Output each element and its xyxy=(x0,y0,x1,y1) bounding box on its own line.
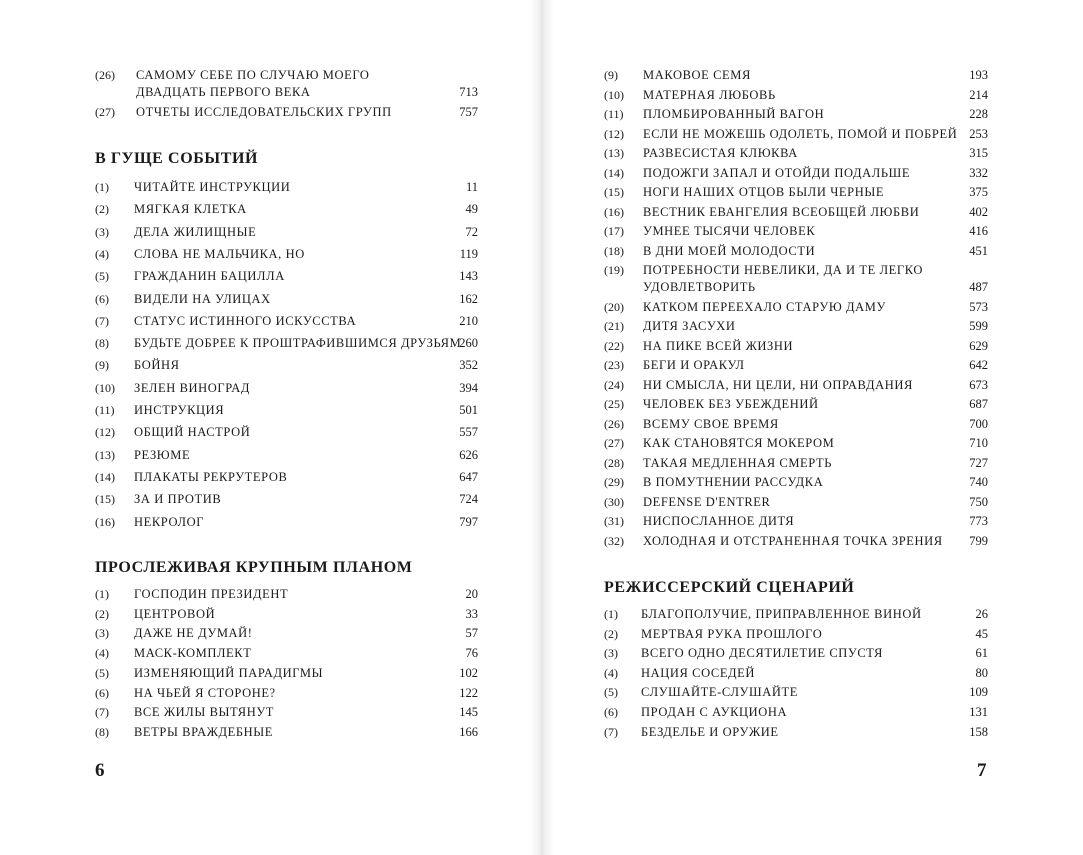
toc-entry-page: 501 xyxy=(459,403,478,417)
toc-entry-number: (26) xyxy=(604,416,624,431)
toc-entry-page: 332 xyxy=(969,165,988,180)
toc-entry-title: МЯГКАЯ КЛЕТКА xyxy=(134,202,247,217)
toc-entry-page: 687 xyxy=(969,397,988,411)
toc-entry-page: 647 xyxy=(459,469,478,484)
toc-entry-number: (4) xyxy=(95,646,109,661)
toc-entry-number: (7) xyxy=(604,724,618,739)
toc-entry-title: ГРАЖДАНИН БАЦИЛЛА xyxy=(134,269,285,284)
toc-entry-title: ПОДОЖГИ ЗАПАЛ И ОТОЙДИ ПОДАЛЬШЕ xyxy=(643,165,911,180)
toc-entry-number: (10) xyxy=(604,87,624,102)
toc-entry-page: 487 xyxy=(969,280,988,294)
toc-entry-page: 710 xyxy=(969,436,988,450)
toc-entry-title: ЕСЛИ НЕ МОЖЕШЬ ОДОЛЕТЬ, ПОМОЙ И ПОБРЕЙ xyxy=(643,126,958,141)
toc-entry-title: ВЕСТНИК ЕВАНГЕЛИЯ ВСЕОБЩЕЙ ЛЮБВИ xyxy=(643,204,920,219)
toc-entry-page: 214 xyxy=(969,87,988,102)
toc-entry-number: (6) xyxy=(604,705,618,719)
toc-entry-number: (18) xyxy=(604,243,624,258)
toc-entry-page: 724 xyxy=(459,492,478,507)
toc-entry-number: (21) xyxy=(604,319,624,333)
toc-entry-number: (2) xyxy=(604,626,618,641)
toc-entry-number: (13) xyxy=(604,146,624,160)
toc-entry-title-continued: ДВАДЦАТЬ ПЕРВОГО ВЕКА xyxy=(136,85,311,99)
toc-entry-title: ПОТРЕБНОСТИ НЕВЕЛИКИ, ДА И ТЕ ЛЕГКО xyxy=(643,263,923,277)
toc-entry-page: 49 xyxy=(465,202,478,217)
toc-entry-page: 119 xyxy=(459,246,478,261)
toc-entry-title: ИЗМЕНЯЮЩИЙ ПАРАДИГМЫ xyxy=(134,665,324,680)
toc-entry-number: (25) xyxy=(604,397,624,411)
toc-entry-page: 750 xyxy=(969,494,988,509)
page-number-right: 7 xyxy=(977,760,987,781)
toc-entry-title: В ДНИ МОЕЙ МОЛОДОСТИ xyxy=(643,243,816,258)
toc-entry-page: 102 xyxy=(459,665,478,680)
toc-entry-number: (12) xyxy=(95,425,115,440)
toc-entry-page: 673 xyxy=(969,377,988,392)
toc-entry-number: (20) xyxy=(604,299,624,314)
toc-entry-page: 210 xyxy=(459,313,478,328)
toc-entry-page: 122 xyxy=(459,685,478,700)
toc-entry-number: (6) xyxy=(95,685,109,700)
toc-entry-title: САМОМУ СЕБЕ ПО СЛУЧАЮ МОЕГО xyxy=(136,68,370,82)
toc-entry-title: РАЗВЕСИСТАЯ КЛЮКВА xyxy=(643,146,798,160)
toc-entry-page: 20 xyxy=(465,587,478,601)
toc-entry-number: (3) xyxy=(95,626,109,641)
toc-entry-number: (11) xyxy=(604,107,624,121)
toc-entry-title: КАК СТАНОВЯТСЯ МОКЕРОМ xyxy=(643,436,835,450)
toc-entry-number: (9) xyxy=(95,358,109,373)
toc-entry-title: ВСЕГО ОДНО ДЕСЯТИЛЕТИЕ СПУСТЯ xyxy=(641,646,883,661)
toc-entry-page: 33 xyxy=(465,606,478,621)
toc-entry-number: (11) xyxy=(95,403,115,417)
toc-entry-title: ВИДЕЛИ НА УЛИЦАХ xyxy=(134,291,271,306)
toc-entry-page: 72 xyxy=(465,224,478,239)
toc-entry-number: (32) xyxy=(604,533,624,548)
toc-entry-page: 713 xyxy=(459,85,478,99)
toc-entry-number: (5) xyxy=(604,685,618,700)
toc-entry-number: (3) xyxy=(95,224,109,239)
toc-entry-title: ДИТЯ ЗАСУХИ xyxy=(643,319,736,333)
toc-entry-title: ВСЕМУ СВОЕ ВРЕМЯ xyxy=(643,416,779,431)
toc-entry-title-continued: УДОВЛЕТВОРИТЬ xyxy=(643,280,756,294)
toc-entry-title: ЧЕЛОВЕК БЕЗ УБЕЖДЕНИЙ xyxy=(643,397,819,411)
toc-entry-title: МАКОВОЕ СЕМЯ xyxy=(643,68,751,82)
toc-entry-page: 193 xyxy=(969,68,988,82)
toc-entry-title: ДАЖЕ НЕ ДУМАЙ! xyxy=(134,626,253,641)
toc-entry-title: УМНЕЕ ТЫСЯЧИ ЧЕЛОВЕК xyxy=(643,224,816,238)
toc-entry-title: ОБЩИЙ НАСТРОЙ xyxy=(134,425,251,440)
toc-entry-page: 740 xyxy=(969,475,988,489)
toc-entry-title: БЕЗДЕЛЬЕ И ОРУЖИЕ xyxy=(641,724,779,739)
toc-entry-page: 799 xyxy=(969,533,988,548)
toc-entry-page: 797 xyxy=(459,514,478,529)
toc-entry-title: ОТЧЕТЫ ИССЛЕДОВАТЕЛЬСКИХ ГРУПП xyxy=(136,105,392,119)
toc-entry-number: (7) xyxy=(95,313,109,328)
toc-entry-title: DEFENSE D'ENTRER xyxy=(643,494,771,509)
toc-entry-title: СЛОВА НЕ МАЛЬЧИКА, НО xyxy=(134,246,305,261)
toc-entry-number: (22) xyxy=(604,338,624,353)
toc-entry-number: (28) xyxy=(604,455,624,470)
toc-entry-page: 76 xyxy=(465,646,478,661)
toc-entry-title: ПРОДАН С АУКЦИОНА xyxy=(641,705,788,719)
toc-entry-page: 109 xyxy=(969,685,988,700)
page-number-left: 6 xyxy=(95,760,105,781)
toc-entry-title: ЗЕЛЕН ВИНОГРАД xyxy=(134,380,250,395)
toc-entry-title: ЦЕНТРОВОЙ xyxy=(134,606,216,621)
toc-entry-page: 61 xyxy=(975,646,988,661)
toc-entry-number: (14) xyxy=(95,469,115,484)
toc-entry-page: 260 xyxy=(459,336,478,351)
toc-entry-page: 315 xyxy=(969,146,988,160)
book-spine-shadow xyxy=(530,0,554,855)
toc-entry-page: 57 xyxy=(465,626,478,641)
toc-entry-number: (19) xyxy=(604,263,624,277)
toc-entry-number: (1) xyxy=(95,587,109,601)
toc-entry-title: БОЙНЯ xyxy=(134,358,180,373)
toc-entry-page: 451 xyxy=(969,243,988,258)
toc-entry-page: 416 xyxy=(969,224,988,238)
toc-entry-page: 162 xyxy=(459,291,478,306)
toc-entry-number: (2) xyxy=(95,202,109,217)
toc-entry-page: 773 xyxy=(969,514,988,528)
toc-entry-page: 402 xyxy=(969,204,988,219)
toc-entry-number: (26) xyxy=(95,68,115,82)
toc-entry-number: (31) xyxy=(604,514,624,528)
section-heading: В ГУЩЕ СОБЫТИЙ xyxy=(95,150,259,167)
toc-entry-number: (9) xyxy=(604,68,618,82)
toc-entry-page: 45 xyxy=(975,626,988,641)
toc-entry-title: СЛУШАЙТЕ-СЛУШАЙТЕ xyxy=(641,685,798,700)
toc-entry-page: 700 xyxy=(969,416,988,431)
toc-entry-title: ДЕЛА ЖИЛИЩНЫЕ xyxy=(134,224,257,239)
toc-entry-title: ЗА И ПРОТИВ xyxy=(134,492,222,507)
toc-entry-number: (24) xyxy=(604,377,624,392)
toc-entry-number: (15) xyxy=(604,185,624,199)
toc-entry-title: БЕГИ И ОРАКУЛ xyxy=(643,358,745,372)
toc-entry-title: МЕРТВАЯ РУКА ПРОШЛОГО xyxy=(641,626,823,641)
toc-entry-title: РЕЗЮМЕ xyxy=(134,447,191,462)
toc-entry-number: (30) xyxy=(604,494,624,509)
toc-entry-number: (6) xyxy=(95,291,109,306)
toc-entry-title: ВСЕ ЖИЛЫ ВЫТЯНУТ xyxy=(134,705,275,720)
toc-entry-number: (23) xyxy=(604,358,624,372)
toc-entry-number: (5) xyxy=(95,269,109,284)
toc-entry-title: НЕКРОЛОГ xyxy=(134,514,205,529)
toc-entry-number: (16) xyxy=(604,204,624,219)
toc-entry-number: (12) xyxy=(604,126,624,141)
toc-entry-number: (1) xyxy=(604,607,618,621)
toc-entry-page: 599 xyxy=(969,319,988,333)
toc-entry-page: 573 xyxy=(969,299,988,314)
toc-entry-number: (13) xyxy=(95,447,115,462)
toc-entry-number: (16) xyxy=(95,514,115,529)
toc-entry-page: 352 xyxy=(459,358,478,373)
toc-entry-page: 375 xyxy=(969,185,988,199)
toc-entry-page: 145 xyxy=(459,705,478,720)
toc-entry-number: (29) xyxy=(604,475,624,489)
toc-entry-title: СТАТУС ИСТИННОГО ИСКУССТВА xyxy=(134,313,357,328)
toc-entry-title: ТАКАЯ МЕДЛЕННАЯ СМЕРТЬ xyxy=(643,455,833,470)
toc-entry-number: (27) xyxy=(95,105,115,119)
toc-entry-page: 158 xyxy=(969,724,988,739)
toc-entry-title: ПЛАКАТЫ РЕКРУТЕРОВ xyxy=(134,469,288,484)
toc-entry-number: (17) xyxy=(604,224,624,238)
toc-entry-number: (3) xyxy=(604,646,618,661)
toc-entry-number: (4) xyxy=(95,246,109,261)
toc-entry-title: БУДЬТЕ ДОБРЕЕ К ПРОШТРАФИВШИМСЯ ДРУЗЬЯМ xyxy=(134,336,462,351)
toc-entry-title: ХОЛОДНАЯ И ОТСТРАНЕННАЯ ТОЧКА ЗРЕНИЯ xyxy=(643,533,943,548)
toc-entry-title: ВЕТРЫ ВРАЖДЕБНЫЕ xyxy=(134,724,274,739)
toc-entry-number: (27) xyxy=(604,436,624,450)
section-heading: РЕЖИССЕРСКИЙ СЦЕНАРИЙ xyxy=(604,579,855,596)
toc-entry-page: 228 xyxy=(969,107,988,121)
section-heading: ПРОСЛЕЖИВАЯ КРУПНЫМ ПЛАНОМ xyxy=(95,559,413,576)
toc-entry-number: (10) xyxy=(95,380,115,395)
toc-entry-title: НОГИ НАШИХ ОТЦОВ БЫЛИ ЧЕРНЫЕ xyxy=(643,185,885,199)
toc-entry-page: 629 xyxy=(969,338,988,353)
toc-entry-title: НА ПИКЕ ВСЕЙ ЖИЗНИ xyxy=(643,338,794,353)
toc-entry-title: МАСК-КОМПЛЕКТ xyxy=(134,646,252,661)
toc-entry-title: ПЛОМБИРОВАННЫЙ ВАГОН xyxy=(643,107,825,121)
toc-entry-number: (8) xyxy=(95,724,109,739)
toc-entry-title: МАТЕРНАЯ ЛЮБОВЬ xyxy=(643,87,776,102)
toc-entry-page: 131 xyxy=(969,705,988,719)
toc-entry-page: 757 xyxy=(459,105,478,119)
toc-entry-title: ГОСПОДИН ПРЕЗИДЕНТ xyxy=(134,587,289,601)
toc-entry-page: 626 xyxy=(459,447,478,462)
toc-entry-page: 143 xyxy=(459,269,478,284)
toc-entry-page: 80 xyxy=(975,665,988,680)
toc-entry-title: НАЦИЯ СОСЕДЕЙ xyxy=(641,665,756,680)
toc-entry-title: КАТКОМ ПЕРЕЕХАЛО СТАРУЮ ДАМУ xyxy=(643,299,886,314)
toc-entry-title: В ПОМУТНЕНИИ РАССУДКА xyxy=(643,475,824,489)
toc-entry-title: ЧИТАЙТЕ ИНСТРУКЦИИ xyxy=(134,180,291,194)
toc-entry-number: (15) xyxy=(95,492,115,507)
toc-entry-page: 557 xyxy=(459,425,478,440)
toc-entry-title: НИСПОСЛАННОЕ ДИТЯ xyxy=(643,514,795,528)
toc-entry-number: (4) xyxy=(604,665,618,680)
toc-entry-page: 26 xyxy=(975,607,988,621)
toc-entry-page: 727 xyxy=(969,455,988,470)
toc-entry-number: (1) xyxy=(95,180,109,194)
toc-entry-page: 253 xyxy=(969,126,988,141)
toc-entry-page: 394 xyxy=(459,380,478,395)
toc-entry-number: (7) xyxy=(95,705,109,720)
toc-entry-page: 166 xyxy=(459,724,478,739)
toc-entry-page: 642 xyxy=(969,358,988,372)
toc-entry-title: ИНСТРУКЦИЯ xyxy=(134,403,225,417)
toc-entry-number: (8) xyxy=(95,336,109,351)
toc-entry-number: (2) xyxy=(95,606,109,621)
toc-entry-page: 11 xyxy=(465,180,478,194)
toc-entry-title: БЛАГОПОЛУЧИЕ, ПРИПРАВЛЕННОЕ ВИНОЙ xyxy=(641,607,922,621)
toc-entry-number: (14) xyxy=(604,165,624,180)
toc-entry-title: НИ СМЫСЛА, НИ ЦЕЛИ, НИ ОПРАВДАНИЯ xyxy=(643,377,913,392)
toc-entry-number: (5) xyxy=(95,665,109,680)
toc-entry-title: НА ЧЬЕЙ Я СТОРОНЕ? xyxy=(134,685,276,700)
